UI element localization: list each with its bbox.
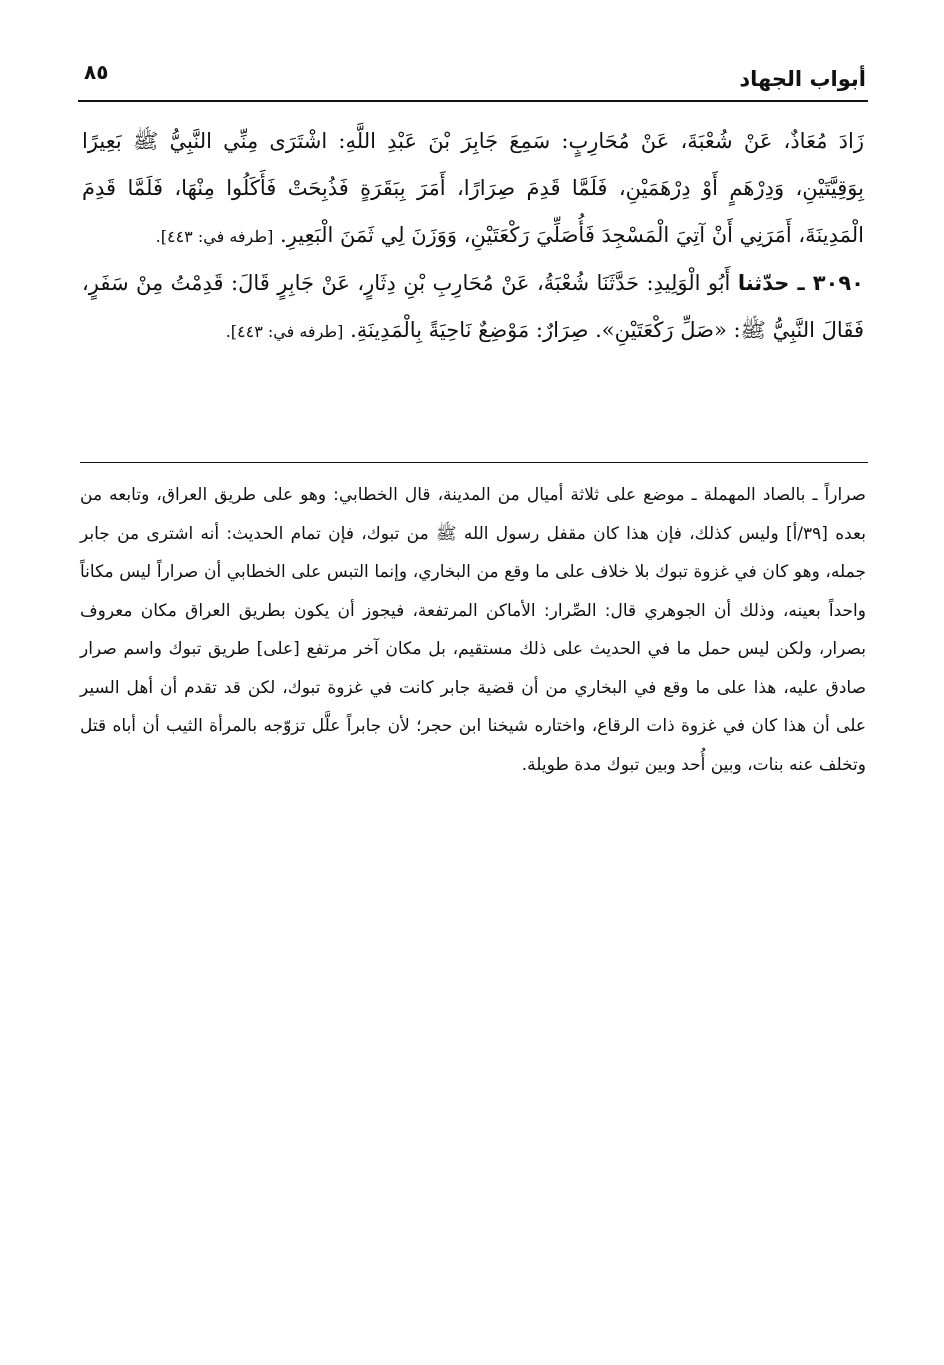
- page-header: [78, 58, 866, 98]
- haddathana-word: حدّثنا: [737, 271, 790, 295]
- page-number: ٨٥: [84, 60, 109, 84]
- header-rule: [78, 100, 868, 102]
- hadith-2-text: أَبُو الْوَلِيدِ: حَدَّثَنَا شُعْبَةُ، عَنْ مُحَارِبِ بْنِ دِثَارٍ، عَنْ جَابِرٍ قَالَ: قَدِمْتُ مِنْ سَفَرٍ، فَقَالَ النَّبِيُّ ﷺ: «صَلِّ رَكْعَتَيْنِ». صِرَارٌ: مَوْضِعٌ نَاحِيَةً بِالْمَدِينَةِ.: [82, 271, 864, 342]
- footnote-rule: [80, 462, 868, 463]
- hadith-number: ٣٠٩٠: [812, 271, 864, 295]
- cross-reference-1: [طرفه في: ٤٤٣].: [155, 227, 274, 246]
- running-title: أبواب الجهاد: [739, 67, 866, 91]
- main-text: [82, 118, 864, 355]
- hadith-dash: ـ: [789, 271, 813, 295]
- cross-reference-2: [طرفه في: ٤٤٣].: [225, 322, 344, 341]
- hadith-paragraph-1: [82, 118, 864, 260]
- footnote-text: صراراً ـ بالصاد المهملة ـ موضع على ثلاثة أميال من المدينة، قال الخطابي: وهو على طريق العراق، وتابعه من بعده [٣٩/أ] وليس كذلك، فإن هذا كان مقفل رسول الله ﷺ من تبوك، فإن تمام الحديث: أنه اشترى من جابر جمله، وهو كان في غزوة تبوك بلا خلاف على ما وقع من البخاري، وإنما التبس على الخطابي أن صراراً ليس مكاناً واحداً بعينه، وذلك أن الجوهري قال: الصِّرار: الأماكن المرتفعة، فيجوز أن يكون بطريق العراق مكان معروف بصرار، ولكن ليس حمل ما في الحديث على ذلك مستقيم، بل مكان آخر مرتفع [على] طريق تبوك واسم صرار صادق عليه، هذا على ما وقع في البخاري من أن قضية جابر كانت في غزوة تبوك، لكن قد تقدم أن أهل السير على أن هذا كان في غزوة ذات الرقاع، واختاره شيخنا ابن حجر؛ لأن جابراً علَّل تزوّجه بالمرأة الثيب أن أباه قتل وتخلف عنه بنات، وبين أُحد وبين تبوك مدة طويلة.: [80, 485, 866, 775]
- hadith-paragraph-2: [82, 260, 864, 355]
- hadith-1-text: زَادَ مُعَاذٌ، عَنْ شُعْبَةَ، عَنْ مُحَارِبٍ: سَمِعَ جَابِرَ بْنَ عَبْدِ اللَّهِ: اشْتَرَى مِنِّي النَّبِيُّ ﷺ بَعِيرًا بِوَقِيَّتَيْنِ، وَدِرْهَمٍ أَوْ دِرْهَمَيْنِ، فَلَمَّا قَدِمَ صِرَارًا، أَمَرَ بِبَقَرَةٍ فَذُبِحَتْ فَأَكَلُوا مِنْهَا، فَلَمَّا قَدِمَ الْمَدِينَةَ، أَمَرَنِي أَنْ آتِيَ الْمَسْجِدَ فَأُصَلِّيَ رَكْعَتَيْنِ، وَوَزَنَ لِي ثَمَنَ الْبَعِيرِ.: [82, 129, 864, 247]
